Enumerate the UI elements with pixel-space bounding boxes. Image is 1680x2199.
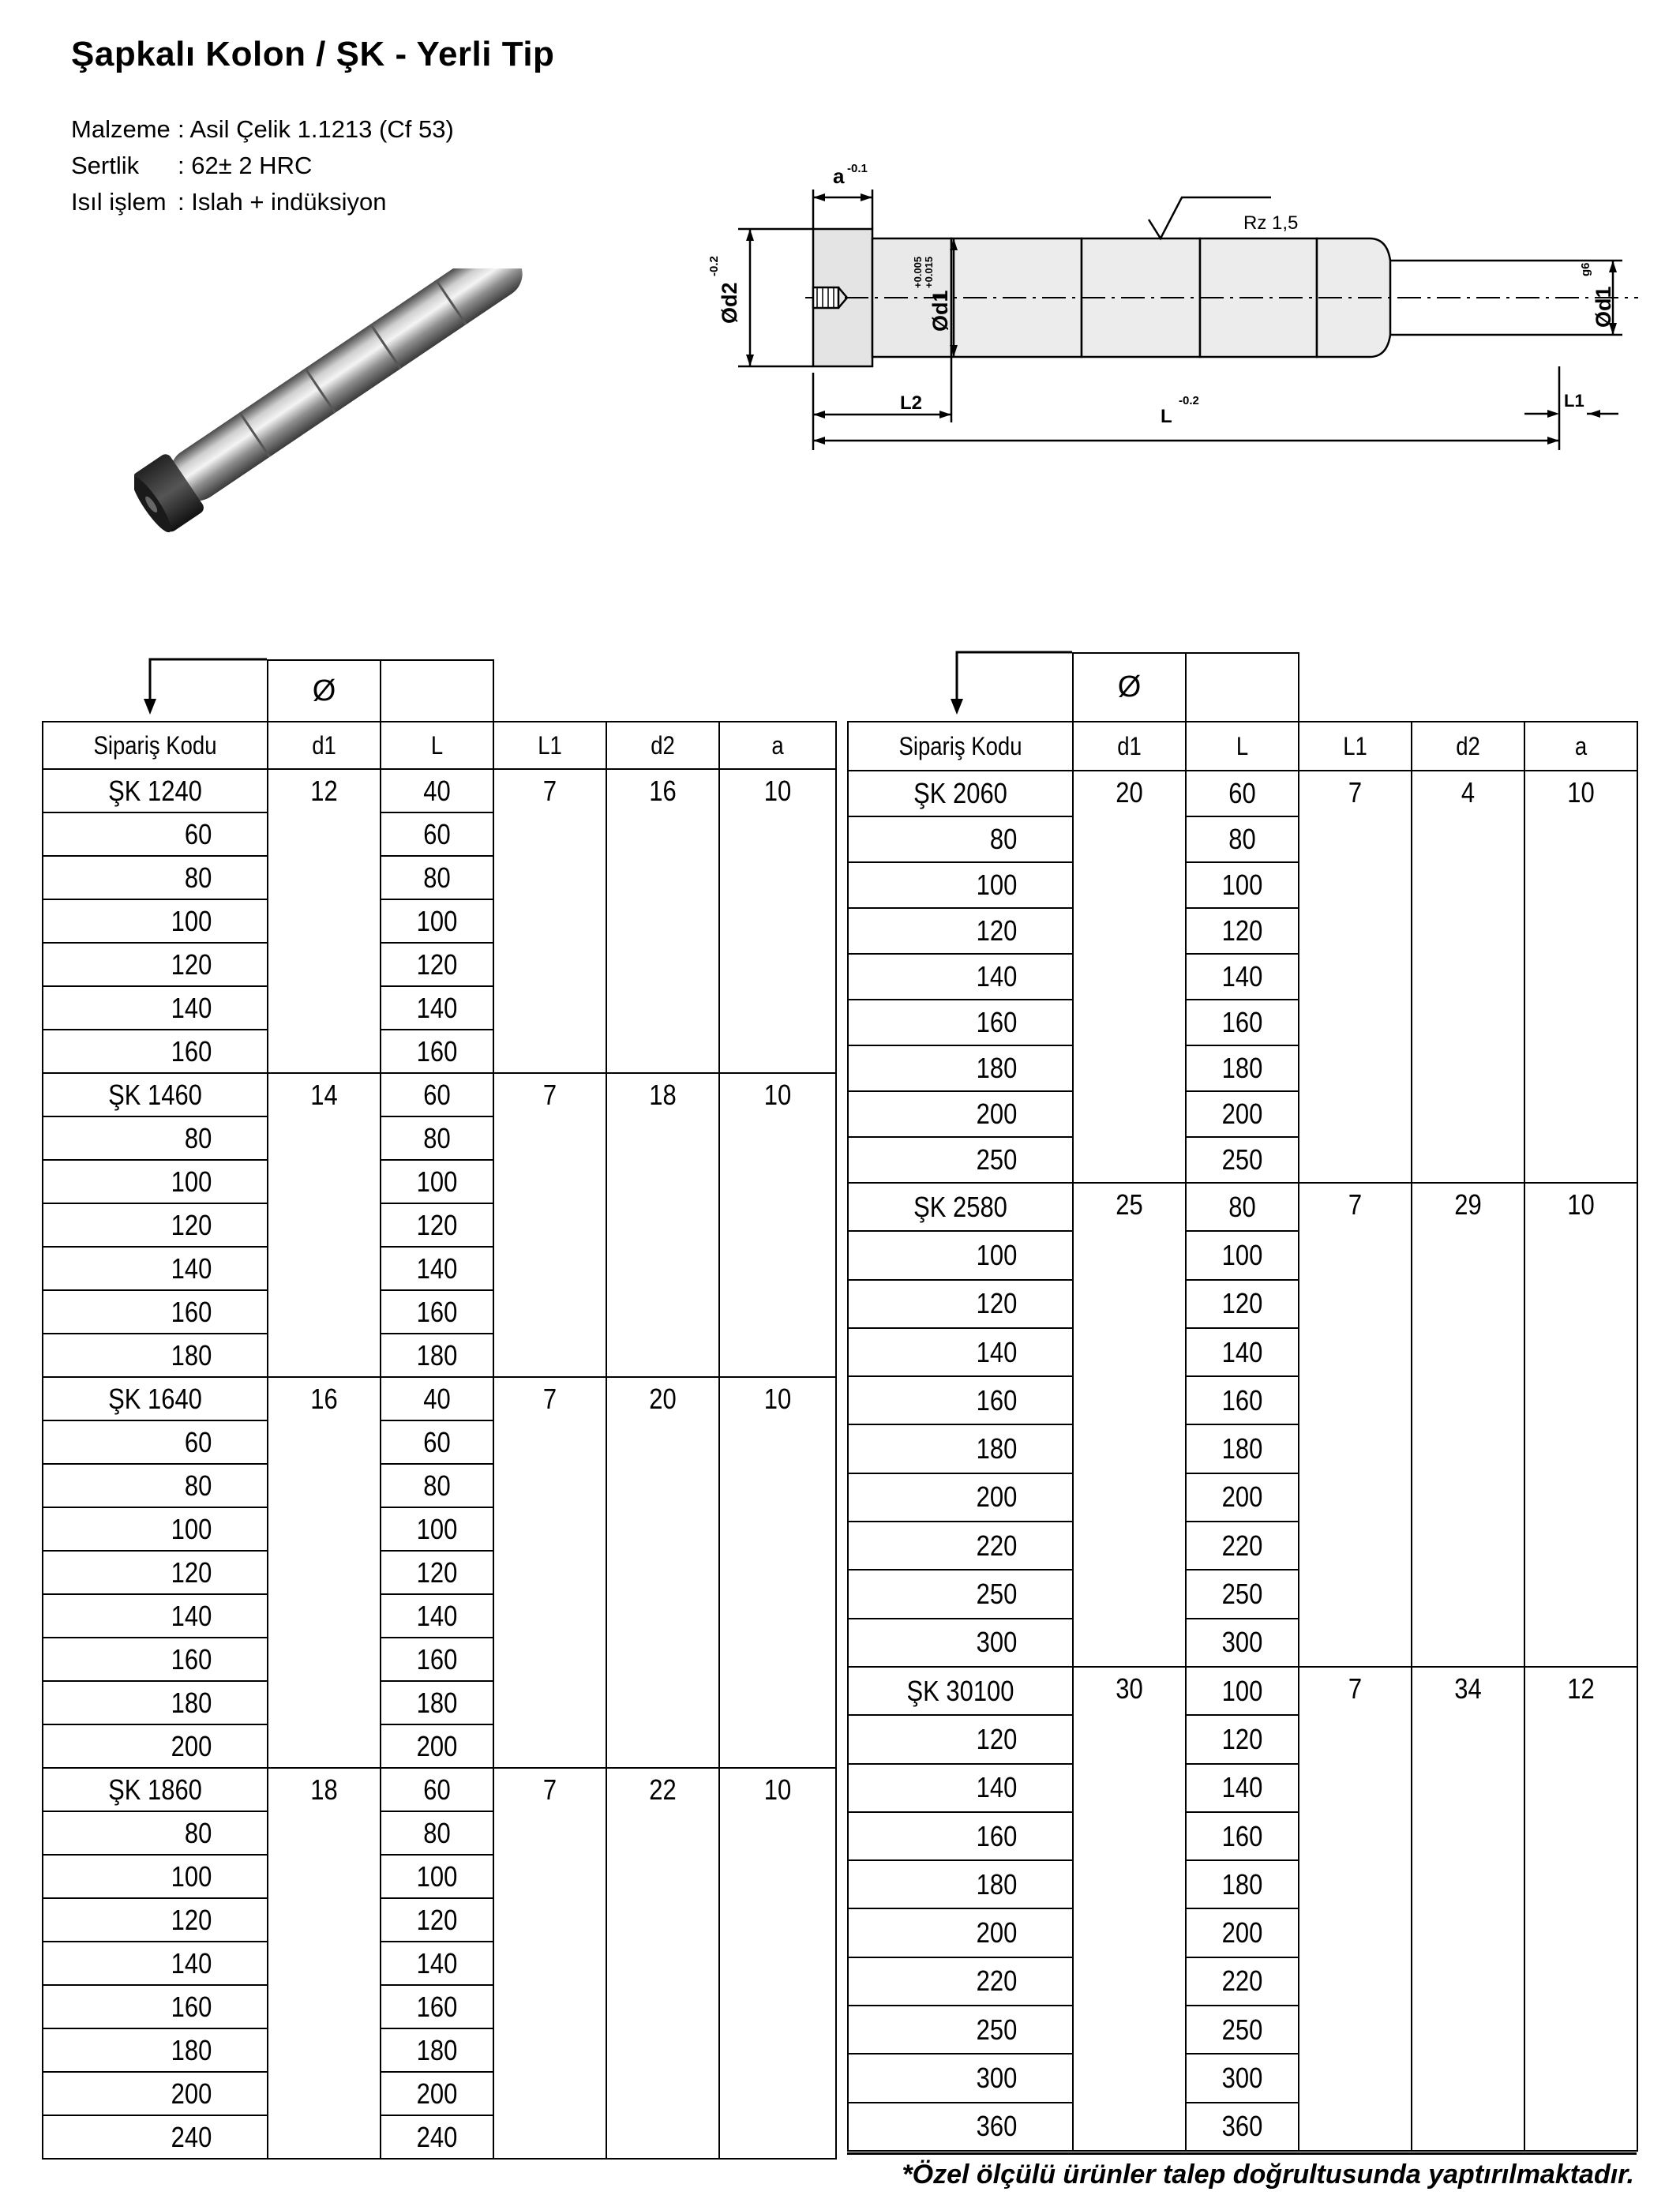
order-code-cell: 160 xyxy=(58,1985,252,2028)
order-code-cell: 120 xyxy=(864,1280,1057,1328)
table-row xyxy=(43,1985,836,2028)
order-code-cell: 200 xyxy=(58,1724,252,1768)
spec-value: : 62± 2 HRC xyxy=(178,152,313,179)
spec-value: : Islah + indüksiyon xyxy=(178,188,387,216)
table-row xyxy=(43,856,836,899)
table-row xyxy=(43,1638,836,1681)
table-row xyxy=(43,1116,836,1160)
d2-cell: 16 xyxy=(614,769,711,1073)
footer-note: *Özel ölçülü ürünler talep doğrultusunda yaptırılmaktadır. xyxy=(902,2160,1634,2190)
header-code: Sipariş Kodu xyxy=(58,722,252,769)
length-cell: 60 xyxy=(1194,771,1291,816)
table-row xyxy=(848,1764,1637,1812)
order-code-cell: 140 xyxy=(58,986,252,1030)
spec-key: Sertlik xyxy=(71,152,140,179)
header-row xyxy=(43,722,836,769)
spec-key: Isıl işlem xyxy=(71,188,167,216)
length-cell: 100 xyxy=(1194,862,1291,908)
table-row xyxy=(848,862,1637,908)
blank-cell xyxy=(501,660,598,722)
table-row xyxy=(43,1942,836,1985)
blank-cell xyxy=(1532,653,1629,722)
phi-row xyxy=(848,653,1637,722)
order-code-cell: 180 xyxy=(864,1424,1057,1473)
order-code-cell: 180 xyxy=(58,2028,252,2072)
order-code-cell: 180 xyxy=(864,1045,1057,1091)
dim-d2-label: Ød2 xyxy=(718,282,741,324)
order-code-cell: 80 xyxy=(58,1464,252,1507)
length-cell: 180 xyxy=(388,1334,486,1377)
length-cell: 180 xyxy=(1194,1045,1291,1091)
order-code-cell: 120 xyxy=(58,1551,252,1594)
order-code-cell: 140 xyxy=(58,1942,252,1985)
length-cell: 250 xyxy=(1194,1137,1291,1183)
length-cell: 120 xyxy=(388,943,486,986)
table-row xyxy=(848,1860,1637,1908)
blank-cell xyxy=(614,660,711,722)
length-cell: 80 xyxy=(388,1116,486,1160)
table-row xyxy=(43,1724,836,1768)
table-row xyxy=(43,899,836,943)
d2-cell: 29 xyxy=(1419,1183,1517,1667)
length-cell: 100 xyxy=(1194,1231,1291,1279)
length-cell: 80 xyxy=(388,1811,486,1855)
length-cell: 180 xyxy=(1194,1424,1291,1473)
header-a: a xyxy=(1532,722,1629,771)
order-code-cell: 120 xyxy=(58,1898,252,1942)
order-code-cell: 80 xyxy=(58,1116,252,1160)
table-row xyxy=(43,812,836,856)
table-row xyxy=(43,1420,836,1464)
spec-table-right xyxy=(847,652,1638,2152)
table-row xyxy=(43,2028,836,2072)
length-cell: 300 xyxy=(1194,2054,1291,2102)
length-cell: 220 xyxy=(1194,1957,1291,2006)
order-code-cell: 200 xyxy=(864,1091,1057,1137)
phi-row xyxy=(43,660,836,722)
table-row xyxy=(43,1203,836,1247)
table-row xyxy=(848,2054,1637,2102)
phi-empty-cell xyxy=(1186,653,1299,722)
table-row xyxy=(43,1681,836,1724)
d2-cell: 22 xyxy=(614,1768,711,2159)
length-cell: 200 xyxy=(1194,1473,1291,1522)
table-row xyxy=(848,954,1637,1000)
length-cell: 240 xyxy=(388,2115,486,2159)
header-d2: d2 xyxy=(1419,722,1517,771)
d2-cell: 18 xyxy=(614,1073,711,1377)
order-code-cell: 140 xyxy=(864,1764,1057,1812)
order-code-cell: 100 xyxy=(864,862,1057,908)
order-code-cell: 140 xyxy=(58,1247,252,1290)
length-cell: 120 xyxy=(388,1551,486,1594)
table-row xyxy=(848,908,1637,954)
a-cell: 12 xyxy=(1532,1667,1629,2151)
dim-d1-tol-bottom: +0.015 xyxy=(923,256,935,288)
length-cell: 100 xyxy=(388,1160,486,1203)
table-row xyxy=(848,1957,1637,2006)
table-row xyxy=(43,1768,836,1811)
page-title: Şapkalı Kolon / ŞK - Yerli Tip xyxy=(71,35,555,73)
a-cell: 10 xyxy=(1532,771,1629,1183)
order-code-cell: ŞK 1240 xyxy=(58,769,252,812)
spec-key: Malzeme xyxy=(71,115,171,143)
arrow-cell xyxy=(58,660,252,722)
order-code-cell: 250 xyxy=(864,1570,1057,1618)
table-row xyxy=(848,1473,1637,1522)
order-code-cell: 160 xyxy=(58,1290,252,1334)
dim-d1-tol-top: +0.005 xyxy=(912,256,924,288)
length-cell: 160 xyxy=(1194,1812,1291,1860)
order-code-cell: 80 xyxy=(864,816,1057,862)
l1-cell: 7 xyxy=(501,1768,598,2159)
order-code-cell: 120 xyxy=(58,1203,252,1247)
order-code-cell: 180 xyxy=(58,1334,252,1377)
length-cell: 100 xyxy=(388,1855,486,1898)
length-cell: 60 xyxy=(388,1768,486,1811)
table-row xyxy=(43,1898,836,1942)
order-code-cell: 200 xyxy=(864,1908,1057,1957)
d2-cell: 20 xyxy=(614,1377,711,1768)
order-code-cell: ŞK 1640 xyxy=(58,1377,252,1420)
order-code-cell: ŞK 2580 xyxy=(864,1183,1057,1231)
d1-cell: 16 xyxy=(276,1377,373,1768)
dim-a-label: a xyxy=(833,164,845,188)
table-row xyxy=(43,1160,836,1203)
length-cell: 200 xyxy=(388,1724,486,1768)
length-cell: 100 xyxy=(388,899,486,943)
table-row xyxy=(848,1908,1637,1957)
order-code-cell: 240 xyxy=(58,2115,252,2159)
order-code-cell: 120 xyxy=(58,943,252,986)
table-row xyxy=(43,1334,836,1377)
table-row xyxy=(43,2115,836,2159)
order-code-cell: 360 xyxy=(864,2103,1057,2151)
length-cell: 180 xyxy=(1194,1860,1291,1908)
order-code-cell: 160 xyxy=(864,1376,1057,1424)
length-cell: 80 xyxy=(388,1464,486,1507)
length-cell: 120 xyxy=(1194,908,1291,954)
table-row xyxy=(848,1619,1637,1667)
d1-cell: 30 xyxy=(1081,1667,1178,2151)
length-cell: 140 xyxy=(388,1942,486,1985)
order-code-cell: 160 xyxy=(58,1638,252,1681)
table-row xyxy=(43,1594,836,1638)
order-code-cell: 100 xyxy=(58,899,252,943)
order-code-cell: ŞK 1460 xyxy=(58,1073,252,1116)
order-code-cell: 140 xyxy=(864,954,1057,1000)
order-code-cell: 160 xyxy=(864,1812,1057,1860)
blank-cell xyxy=(1307,653,1404,722)
table-row xyxy=(848,1812,1637,1860)
a-cell: 10 xyxy=(727,1073,827,1377)
d1-cell: 12 xyxy=(276,769,373,1073)
table-row xyxy=(43,1855,836,1898)
table-row xyxy=(43,1290,836,1334)
length-cell: 160 xyxy=(388,1638,486,1681)
length-cell: 120 xyxy=(388,1203,486,1247)
l1-cell: 7 xyxy=(501,1073,598,1377)
length-cell: 180 xyxy=(388,2028,486,2072)
a-cell: 10 xyxy=(1532,1183,1629,1667)
order-code-cell: 300 xyxy=(864,1619,1057,1667)
dim-d1-right-tol: g6 xyxy=(1579,262,1592,276)
order-code-cell: ŞK 30100 xyxy=(864,1667,1057,1715)
table-row xyxy=(848,1667,1637,1715)
table-row xyxy=(848,1231,1637,1279)
table-row xyxy=(848,1715,1637,1763)
blank-cell xyxy=(1419,653,1517,722)
table-row xyxy=(848,1280,1637,1328)
l1-cell: 7 xyxy=(1307,1183,1404,1667)
phi-symbol: Ø xyxy=(1073,653,1186,722)
header-code: Sipariş Kodu xyxy=(864,722,1057,771)
header-d1: d1 xyxy=(276,722,373,769)
order-code-cell: 120 xyxy=(864,1715,1057,1763)
a-cell: 10 xyxy=(727,1377,827,1768)
l1-cell: 7 xyxy=(501,1377,598,1768)
table-row xyxy=(848,1091,1637,1137)
table-row xyxy=(848,1328,1637,1376)
d1-cell: 18 xyxy=(276,1768,373,2159)
l1-cell: 7 xyxy=(1307,771,1404,1183)
length-cell: 40 xyxy=(388,1377,486,1420)
length-cell: 120 xyxy=(388,1898,486,1942)
d2-cell: 4 xyxy=(1419,771,1517,1183)
table-row xyxy=(43,1073,836,1116)
d1-cell: 14 xyxy=(276,1073,373,1377)
length-cell: 180 xyxy=(388,1681,486,1724)
spec-table-left xyxy=(42,659,837,2160)
order-code-cell: 140 xyxy=(58,1594,252,1638)
dim-d2-tol: -0.2 xyxy=(707,256,721,276)
order-code-cell: 180 xyxy=(864,1860,1057,1908)
length-cell: 160 xyxy=(388,1030,486,1073)
length-cell: 160 xyxy=(388,1290,486,1334)
length-cell: 100 xyxy=(388,1507,486,1551)
table-row xyxy=(848,816,1637,862)
header-row xyxy=(848,722,1637,771)
table-row xyxy=(848,2103,1637,2151)
order-code-cell: 250 xyxy=(864,1137,1057,1183)
table-row xyxy=(43,1811,836,1855)
length-cell: 200 xyxy=(388,2072,486,2115)
table-row xyxy=(848,1137,1637,1183)
length-cell: 120 xyxy=(1194,1715,1291,1763)
d1-cell: 25 xyxy=(1081,1183,1178,1667)
length-cell: 140 xyxy=(1194,954,1291,1000)
header-l: L xyxy=(388,722,486,769)
l1-cell: 7 xyxy=(1307,1667,1404,2151)
order-code-cell: 220 xyxy=(864,1957,1057,2006)
dim-a-tol: -0.1 xyxy=(847,162,868,175)
table-row xyxy=(848,1045,1637,1091)
a-cell: 10 xyxy=(727,1768,827,2159)
order-code-cell: 200 xyxy=(864,1473,1057,1522)
table-row xyxy=(848,1424,1637,1473)
blank-cell xyxy=(727,660,827,722)
table-row xyxy=(43,1030,836,1073)
length-cell: 160 xyxy=(388,1985,486,2028)
table-row xyxy=(848,1376,1637,1424)
d1-cell: 20 xyxy=(1081,771,1178,1183)
table-row xyxy=(43,1247,836,1290)
rz-label: Rz 1,5 xyxy=(1243,212,1299,234)
header-a: a xyxy=(727,722,827,769)
order-code-cell: 60 xyxy=(58,812,252,856)
length-cell: 140 xyxy=(388,1247,486,1290)
length-cell: 60 xyxy=(388,1073,486,1116)
table-row xyxy=(43,1551,836,1594)
order-code-cell: 220 xyxy=(864,1522,1057,1570)
order-code-cell: 140 xyxy=(864,1328,1057,1376)
phi-symbol: Ø xyxy=(268,660,381,722)
order-code-cell: 180 xyxy=(58,1681,252,1724)
table-row xyxy=(43,2072,836,2115)
length-cell: 140 xyxy=(388,1594,486,1638)
table-row xyxy=(848,2006,1637,2054)
d2-cell: 34 xyxy=(1419,1667,1517,2151)
order-code-cell: 300 xyxy=(864,2054,1057,2102)
order-code-cell: 250 xyxy=(864,2006,1057,2054)
a-cell: 10 xyxy=(727,769,827,1073)
table-row xyxy=(848,771,1637,816)
dim-l2-label: L2 xyxy=(900,392,923,414)
table-row xyxy=(848,1000,1637,1045)
l1-cell: 7 xyxy=(501,769,598,1073)
table-row xyxy=(43,1377,836,1420)
table-row xyxy=(43,1507,836,1551)
length-cell: 200 xyxy=(1194,1091,1291,1137)
footer-rule xyxy=(847,2152,1637,2155)
table-row xyxy=(43,1464,836,1507)
dim-l-tol: -0.2 xyxy=(1179,394,1199,407)
length-cell: 140 xyxy=(1194,1764,1291,1812)
length-cell: 80 xyxy=(388,856,486,899)
arrow-cell xyxy=(864,653,1057,722)
length-cell: 60 xyxy=(388,1420,486,1464)
table-row xyxy=(848,1570,1637,1618)
length-cell: 300 xyxy=(1194,1619,1291,1667)
order-code-cell: 80 xyxy=(58,856,252,899)
length-cell: 60 xyxy=(388,812,486,856)
table-row xyxy=(43,943,836,986)
length-cell: 140 xyxy=(1194,1328,1291,1376)
length-cell: 80 xyxy=(1194,1183,1291,1231)
table-row xyxy=(43,986,836,1030)
order-code-cell: 60 xyxy=(58,1420,252,1464)
length-cell: 220 xyxy=(1194,1522,1291,1570)
length-cell: 250 xyxy=(1194,2006,1291,2054)
table-row xyxy=(848,1183,1637,1231)
length-cell: 250 xyxy=(1194,1570,1291,1618)
order-code-cell: 100 xyxy=(864,1231,1057,1279)
header-d2: d2 xyxy=(614,722,711,769)
order-code-cell: 160 xyxy=(58,1030,252,1073)
dim-d1-right-label: Ød1 xyxy=(1592,286,1615,328)
order-code-cell: 100 xyxy=(58,1160,252,1203)
length-cell: 360 xyxy=(1194,2103,1291,2151)
phi-empty-cell xyxy=(381,660,493,722)
length-cell: 40 xyxy=(388,769,486,812)
order-code-cell: 80 xyxy=(58,1811,252,1855)
spec-value: : Asil Çelik 1.1213 (Cf 53) xyxy=(178,115,454,143)
order-code-cell: 120 xyxy=(864,908,1057,954)
header-d1: d1 xyxy=(1081,722,1178,771)
dim-d1-label: Ød1 xyxy=(928,290,952,332)
length-cell: 100 xyxy=(1194,1667,1291,1715)
length-cell: 120 xyxy=(1194,1280,1291,1328)
order-code-cell: ŞK 1860 xyxy=(58,1768,252,1811)
dim-l-label: L xyxy=(1161,406,1172,427)
order-code-cell: 200 xyxy=(58,2072,252,2115)
dim-l1-label: L1 xyxy=(1564,391,1584,411)
length-cell: 80 xyxy=(1194,816,1291,862)
table-row xyxy=(848,1522,1637,1570)
length-cell: 200 xyxy=(1194,1908,1291,1957)
header-l1: L1 xyxy=(1307,722,1404,771)
order-code-cell: ŞK 2060 xyxy=(864,771,1057,816)
header-l: L xyxy=(1194,722,1291,771)
length-cell: 160 xyxy=(1194,1000,1291,1045)
length-cell: 140 xyxy=(388,986,486,1030)
length-cell: 160 xyxy=(1194,1376,1291,1424)
order-code-cell: 100 xyxy=(58,1855,252,1898)
order-code-cell: 160 xyxy=(864,1000,1057,1045)
table-row xyxy=(43,769,836,812)
header-l1: L1 xyxy=(501,722,598,769)
order-code-cell: 100 xyxy=(58,1507,252,1551)
